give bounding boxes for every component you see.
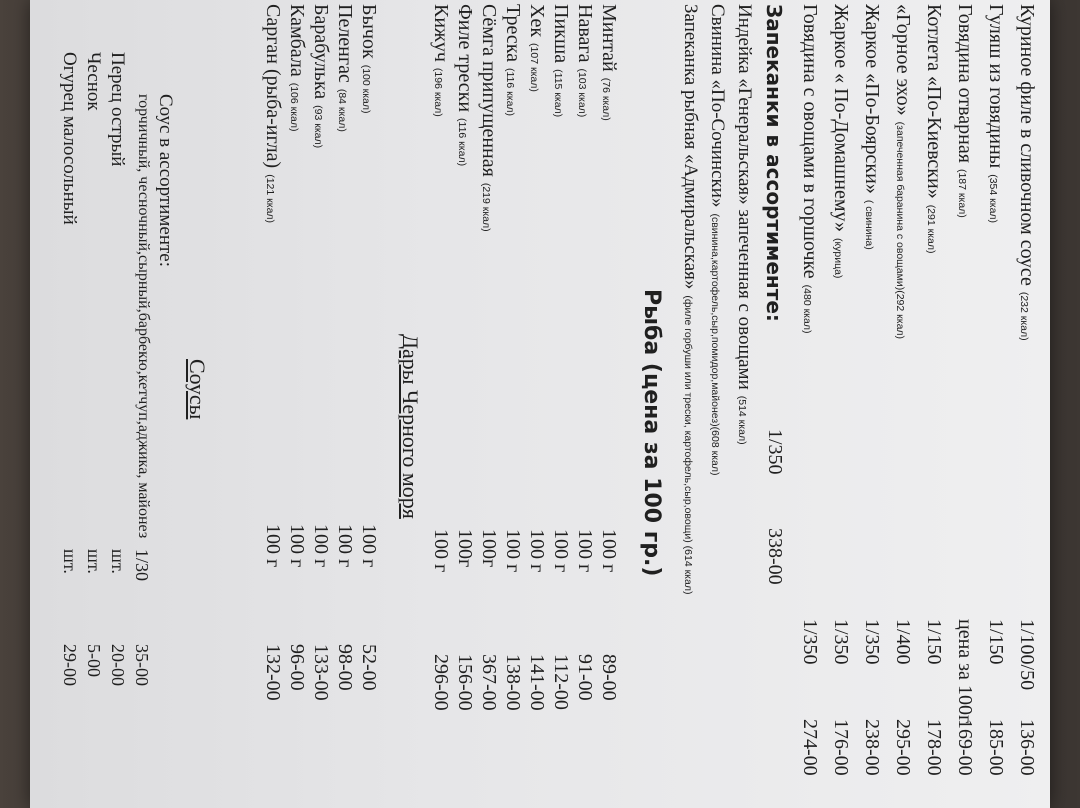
item-name: Запеканка рыбная «Адмиральская» [680, 4, 701, 290]
item-price: 35-00 [132, 644, 152, 686]
item-price: 5-00 [84, 644, 104, 677]
item-price: 169-00 [954, 719, 976, 776]
item-volume: 1/150 [923, 619, 945, 665]
item-name: Филе трески [454, 4, 476, 113]
casseroles-header-row [756, 4, 786, 322]
item-kcal: ( свинина) [863, 199, 875, 250]
item-volume: 100 г [334, 524, 356, 568]
fish-header: Рыба (цена за 100 гр.) [639, 289, 664, 577]
item-kcal: (480 ккал) [801, 284, 813, 334]
item-name: горчичный, чесночный,сырный,барбекю,кетчуп,аджика, майонез [135, 94, 152, 539]
item-kcal: (100 ккал) [360, 64, 372, 114]
item-volume: цена за 100г [954, 619, 976, 724]
casseroles-price: 338-00 [764, 528, 786, 585]
item-price: 29-00 [60, 644, 80, 686]
item-kcal: (196 ккал) [432, 67, 444, 117]
item-volume: 1/100/50 [1016, 619, 1038, 691]
item-price: 141-00 [526, 654, 548, 711]
menu-sheet [48, 4, 1048, 800]
item-volume: 100 г [262, 524, 284, 568]
item-name: «Горное эхо» [892, 4, 914, 116]
list-item [725, 4, 755, 445]
item-kcal: (232 ккал) [1018, 291, 1030, 341]
item-name: Кижуч [430, 4, 452, 62]
item-kcal: (93 ккал) [312, 105, 324, 149]
item-name: Свинина «По-Сочински» [707, 4, 728, 208]
item-kcal: (76 ккал) [600, 77, 612, 121]
list-item [254, 4, 284, 223]
item-kcal: (филе горбуши или трески, картофель,сыр,овощи) (614 ккал) [682, 295, 694, 595]
item-price: 20-00 [108, 644, 128, 686]
item-price: 185-00 [985, 719, 1007, 776]
item-name: Жаркое « По-Домашнему» [830, 4, 852, 233]
item-volume: 100г [478, 529, 500, 568]
item-price: 156-00 [454, 654, 476, 711]
item-name: Барабулька [310, 4, 332, 100]
item-kcal: (187 ккал) [956, 168, 968, 218]
item-name: Сарган (рыба-игла) [262, 4, 284, 169]
list-item [791, 4, 821, 333]
item-volume: 100 г [574, 529, 596, 573]
casseroles-volume: 1/350 [764, 429, 786, 475]
item-kcal: (запеченная баранина с овощами)(292 ккал) [894, 121, 906, 340]
item-volume: 100 г [358, 524, 380, 568]
item-kcal: (свинина,картофель,сыр,помидор,майонез)(608 ккал) [709, 213, 721, 476]
item-price: 136-00 [1016, 719, 1038, 776]
item-kcal: (курица) [832, 238, 844, 279]
list-item [50, 52, 80, 225]
item-price: 296-00 [430, 654, 452, 711]
item-name: Чеснок [83, 52, 104, 111]
item-name: Котлета «По-Киевски» [923, 4, 945, 199]
item-name: Индейка «Генеральская» запеченная с овощами [734, 4, 755, 390]
item-volume: 100 г [550, 529, 572, 573]
list-item [422, 4, 452, 117]
item-price: 98-00 [334, 644, 356, 691]
black-sea-header: Дары Черного моря [398, 334, 423, 519]
list-item [671, 4, 701, 594]
item-kcal: (219 ккал) [480, 182, 492, 232]
item-kcal: (291 ккал) [925, 204, 937, 254]
item-volume: 1/150 [985, 619, 1007, 665]
list-item [977, 4, 1007, 223]
sauces-header: Соусы [185, 359, 210, 420]
item-volume: 1/350 [830, 619, 852, 665]
item-volume: 100 г [310, 524, 332, 568]
casseroles-header: Запеканки в ассортименте: [762, 4, 786, 322]
item-volume: 100 г [430, 529, 452, 573]
item-volume: 100 г [598, 529, 620, 573]
item-volume: 100 г [526, 529, 548, 573]
item-volume: 1/400 [892, 619, 914, 665]
item-price: 295-00 [892, 719, 914, 776]
item-kcal: (103 ккал) [576, 68, 588, 118]
item-kcal: (107 ккал) [528, 43, 540, 92]
item-price: 138-00 [502, 654, 524, 711]
item-name: Пикша [550, 4, 572, 64]
list-item [822, 4, 852, 278]
item-kcal: (121 ккал) [264, 174, 276, 224]
list-item [853, 4, 883, 250]
item-volume: шт. [60, 549, 80, 574]
item-name: Говядина с овощами в горшочке [799, 4, 821, 279]
item-price: 91-00 [574, 654, 596, 701]
item-price: 112-00 [550, 654, 572, 710]
item-name: Перец острый [107, 52, 128, 167]
item-name: Соус в ассортименте: [155, 94, 176, 268]
item-volume: 100 г [286, 524, 308, 568]
item-name: Жаркое «По-Боярски» [861, 4, 883, 194]
item-kcal: (514 ккал) [736, 395, 748, 445]
item-name: Сёмга припущенная [478, 4, 500, 177]
item-volume: 1/350 [799, 619, 821, 665]
item-name: Хек [526, 4, 548, 38]
item-name: Камбала [286, 4, 308, 77]
item-kcal: (115 ккал) [552, 69, 564, 118]
item-price: 96-00 [286, 644, 308, 691]
item-name: Бычок [358, 4, 380, 59]
list-item [915, 4, 945, 254]
item-price: 274-00 [799, 719, 821, 776]
item-kcal: (354 ккал) [987, 174, 999, 224]
list-item [884, 4, 914, 339]
item-volume: 100 г [502, 529, 524, 573]
item-name: Треска [502, 4, 524, 62]
item-price: 133-00 [310, 644, 332, 701]
item-volume: шт. [108, 549, 128, 574]
item-price: 52-00 [358, 644, 380, 691]
list-item [698, 4, 728, 476]
item-name: Гуляш из говядины [985, 4, 1007, 169]
item-price: 238-00 [861, 719, 883, 776]
item-name: Огурец малосольный [59, 52, 80, 225]
item-kcal: (84 ккал) [336, 88, 348, 132]
list-item [1008, 4, 1038, 341]
item-price: 89-00 [598, 654, 620, 701]
item-kcal: (116 ккал) [504, 68, 516, 117]
item-name: Минтай [598, 4, 620, 72]
item-kcal: (116 ккал) [456, 118, 468, 167]
list-item [946, 4, 976, 218]
item-volume: шт. [84, 549, 104, 574]
item-volume: 1/350 [861, 619, 883, 665]
item-name: Говядина отварная [954, 4, 976, 163]
item-price: 178-00 [923, 719, 945, 776]
item-kcal: (106 ккал) [288, 82, 300, 132]
item-volume: 1/30 [132, 549, 152, 582]
item-volume: 100г [454, 529, 476, 568]
item-price: 367-00 [478, 654, 500, 711]
item-name: Навага [574, 4, 596, 63]
item-name: Пеленгас [334, 4, 356, 83]
item-price: 176-00 [830, 719, 852, 776]
item-name: Куриное филе в сливочном соусе [1016, 4, 1038, 286]
item-price: 132-00 [262, 644, 284, 701]
